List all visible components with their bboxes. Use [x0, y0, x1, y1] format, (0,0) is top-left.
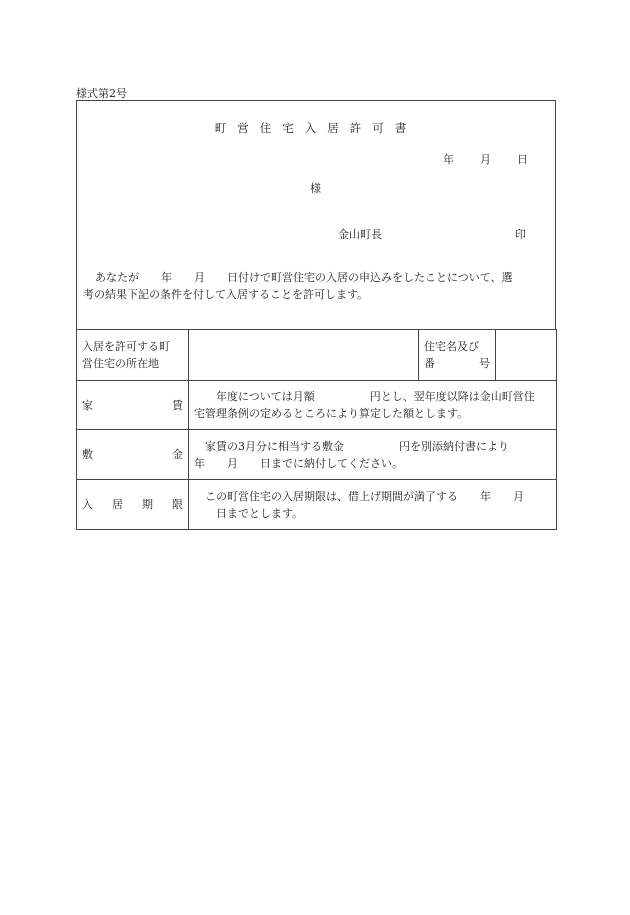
rent-label-char1: 家 [82, 398, 93, 412]
housing-name-label-char2: 号 [479, 357, 490, 370]
permit-body [83, 269, 549, 303]
rent-line2: 宅管理条例の定めるところにより算定した額とします。 [194, 407, 469, 420]
period-label-char3: 期 [142, 498, 153, 511]
addressee: 様 [310, 182, 321, 195]
rent-label [77, 381, 189, 430]
housing-name-label [419, 330, 496, 381]
housing-name-label-char1: 番 [424, 357, 435, 370]
table-row-location [77, 330, 557, 381]
issuer: 金山町長 [338, 228, 382, 241]
rent-value [189, 381, 557, 430]
deposit-line2: 年 月 日までに納付してください。 [194, 456, 403, 470]
period-value [189, 480, 557, 530]
conditions-table [76, 329, 557, 530]
date-year: 年 [443, 153, 454, 166]
location-label-line1: 入居を許可する町 [82, 340, 170, 353]
housing-name-label-line2 [424, 355, 490, 372]
table-row-rent [77, 381, 557, 430]
form-number: 様式第2号 [76, 87, 127, 100]
location-label-line2: 営住宅の所在地 [82, 357, 159, 370]
deposit-label-char2: 金 [172, 448, 183, 461]
housing-name-label-line1: 住宅名及び [424, 340, 479, 353]
deposit-label-char1: 敷 [82, 448, 93, 461]
period-label-char2: 居 [112, 498, 123, 511]
table-row-deposit [77, 430, 557, 480]
deposit-label [77, 430, 189, 480]
permit-body-line2: 考の結果下記の条件を付して入居することを許可します。 [83, 288, 369, 301]
period-line2: 日までとします。 [194, 506, 304, 520]
rent-label-char2: 賃 [172, 398, 183, 412]
rent-line1: 年度については月額 円とし、翌年度以降は金山町営住 [194, 390, 535, 403]
location-value [189, 330, 419, 381]
seal-mark: 印 [515, 228, 526, 241]
issue-date [443, 151, 528, 167]
permit-body-line1: あなたが 年 月 日付けで町営住宅の入居の申込みをしたことについて、選 [95, 271, 513, 284]
table-row-period [77, 480, 557, 530]
period-label-char1: 入 [82, 498, 93, 511]
location-label [77, 330, 189, 381]
date-month: 月 [480, 153, 491, 166]
period-label [77, 480, 189, 530]
period-line1: この町営住宅の入居期限は、借上げ期間が満了する 年 月 [194, 489, 524, 503]
deposit-line1: 家賃の3月分に相当する敷金 円を別添納付書により [194, 439, 509, 453]
permit-header-frame [76, 100, 556, 329]
document-title: 町営住宅入居許可書 [214, 121, 418, 135]
period-label-char4: 限 [172, 498, 183, 511]
date-day: 日 [517, 153, 528, 166]
housing-name-value [496, 330, 557, 381]
deposit-value [189, 430, 557, 480]
